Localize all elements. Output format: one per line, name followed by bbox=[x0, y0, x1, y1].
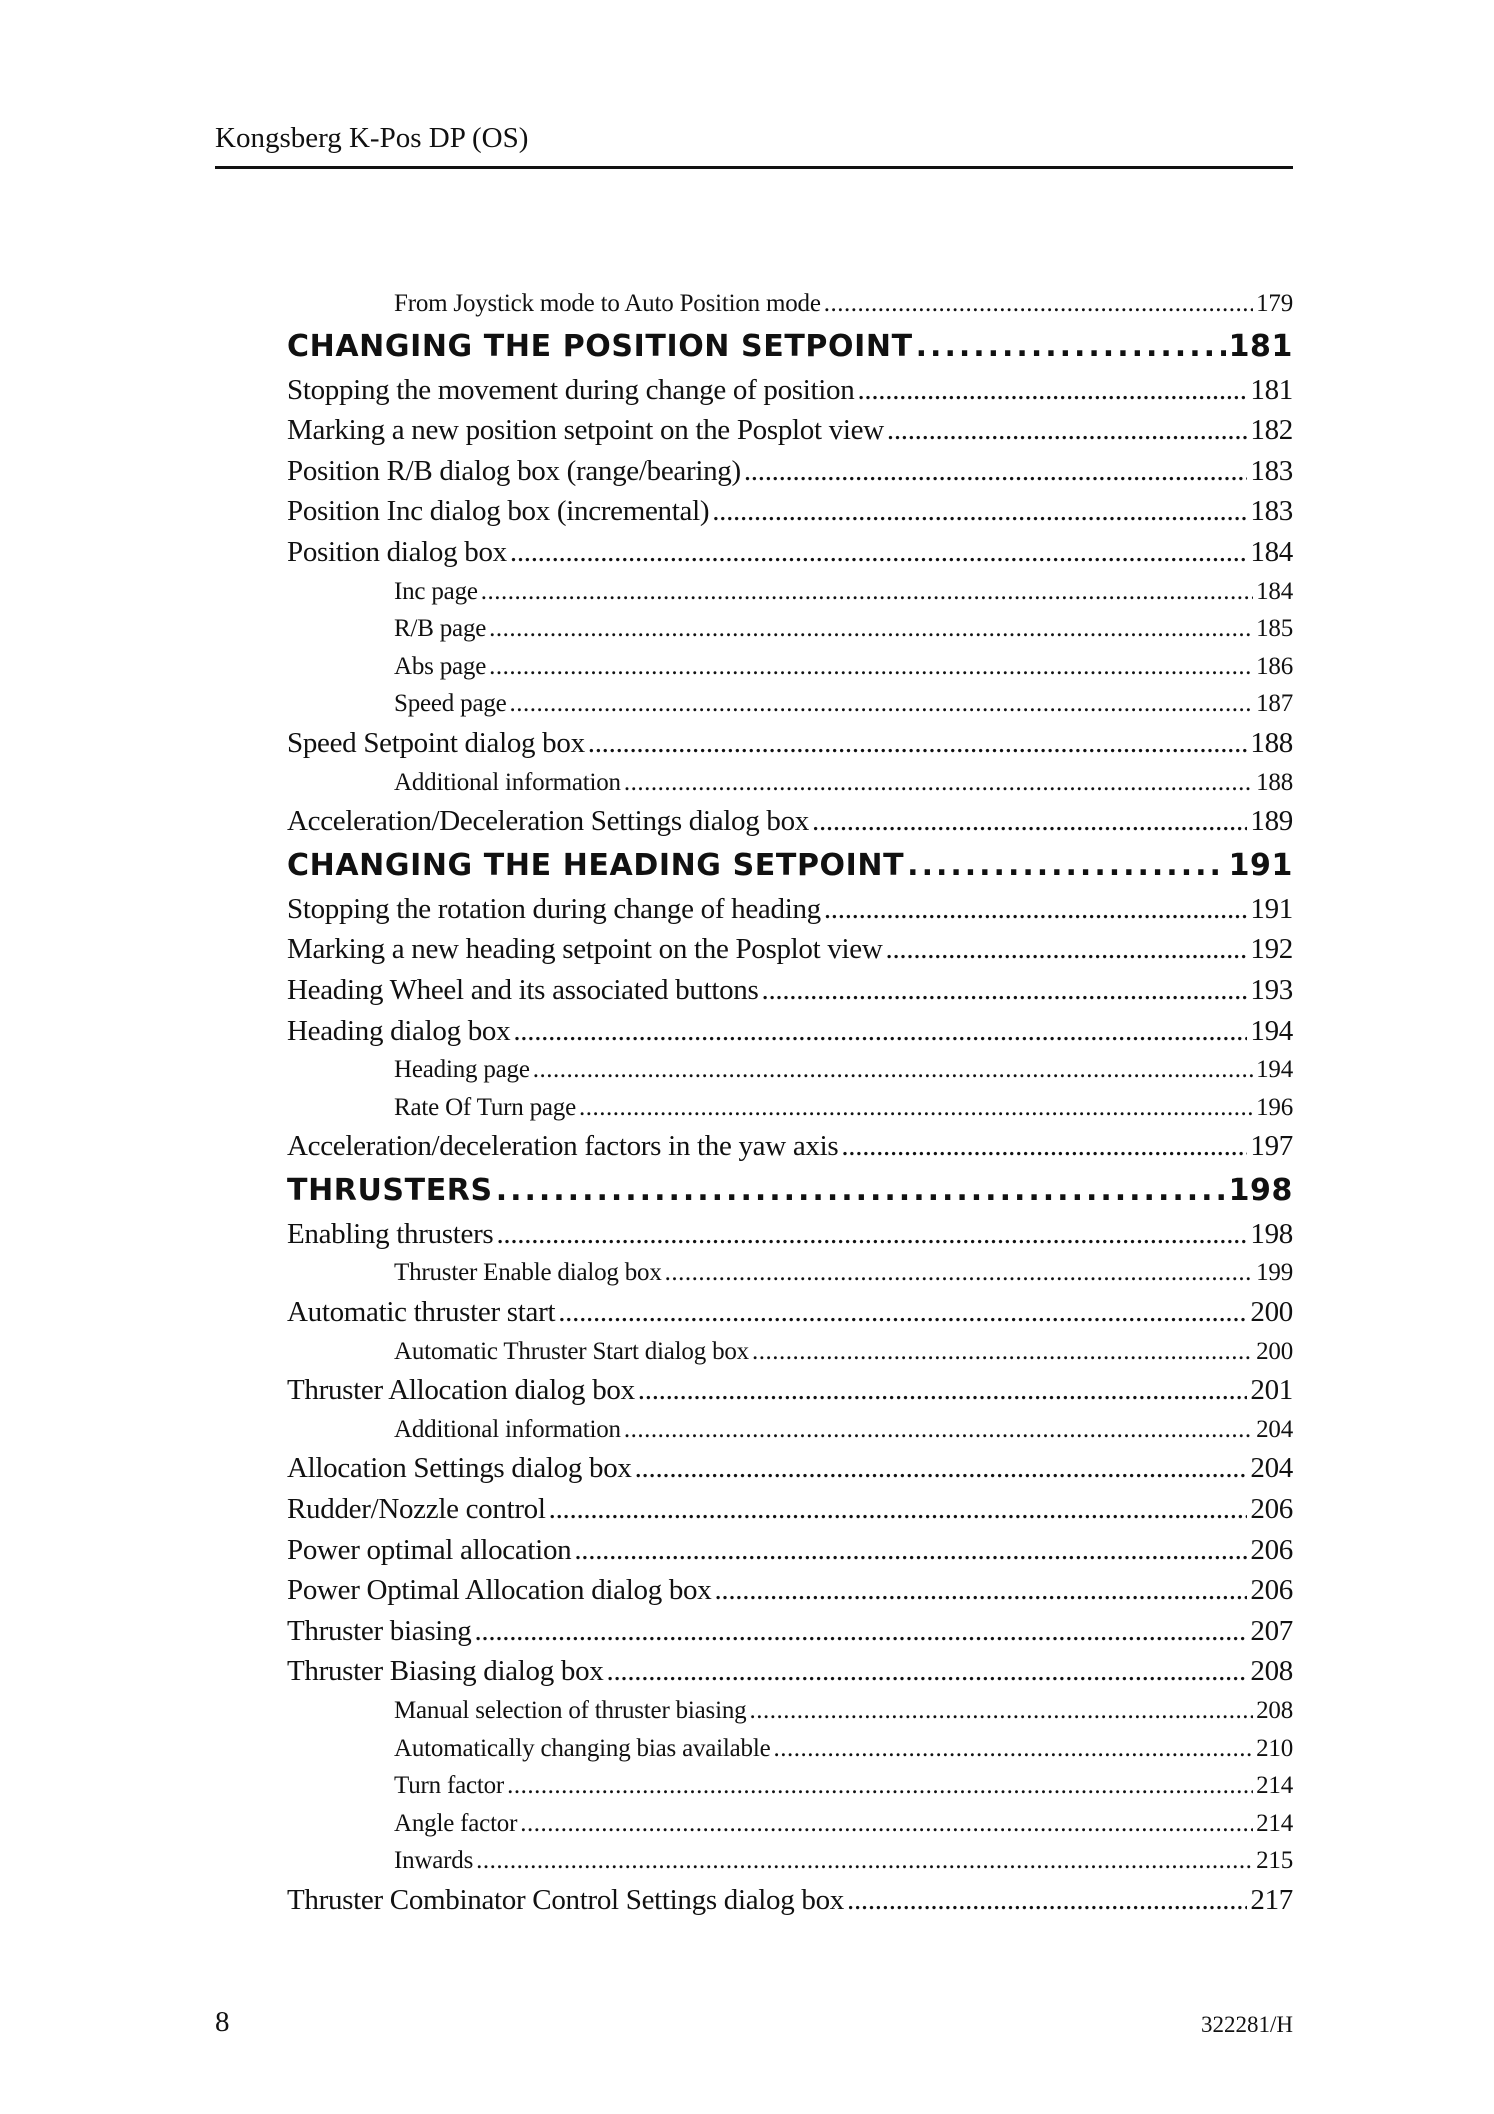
toc-chapter-entry[interactable] bbox=[287, 1167, 1293, 1214]
toc-entry-page: 184 bbox=[1256, 577, 1293, 605]
toc-entry-label: Marking a new heading setpoint on the Posplot view bbox=[287, 933, 883, 966]
toc-subsection-entry[interactable] bbox=[287, 1805, 1293, 1843]
toc-entry-page: 196 bbox=[1256, 1093, 1293, 1121]
toc-section-entry[interactable] bbox=[287, 1214, 1293, 1255]
toc-dot-leader bbox=[489, 610, 1253, 648]
toc-dot-leader bbox=[886, 929, 1248, 970]
toc-entry-label: Power Optimal Allocation dialog box bbox=[287, 1574, 712, 1607]
toc-entry-label: Heading page bbox=[394, 1056, 530, 1084]
toc-entry-label: Inc page bbox=[394, 577, 478, 605]
toc-entry-page: 199 bbox=[1256, 1259, 1293, 1287]
toc-entry-page: 191 bbox=[1228, 847, 1293, 883]
toc-entry-page: 182 bbox=[1250, 414, 1293, 447]
page-number: 8 bbox=[215, 2006, 230, 2038]
toc-entry-label: Rate Of Turn page bbox=[394, 1093, 577, 1121]
toc-entry-label: Acceleration/deceleration factors in the yaw axis bbox=[287, 1130, 839, 1163]
toc-entry-page: 214 bbox=[1256, 1809, 1293, 1837]
toc-entry-label: Angle factor bbox=[394, 1809, 518, 1837]
toc-dot-leader bbox=[762, 970, 1248, 1011]
toc-entry-page: 214 bbox=[1256, 1772, 1293, 1800]
toc-entry-page: 181 bbox=[1228, 328, 1293, 364]
toc-dot-leader bbox=[507, 1767, 1253, 1805]
toc-entry-page: 204 bbox=[1256, 1415, 1293, 1443]
toc-entry-label: Position R/B dialog box (range/bearing) bbox=[287, 454, 741, 487]
toc-entry-label: Abs page bbox=[394, 652, 487, 680]
toc-entry-label: Additional information bbox=[394, 768, 621, 796]
toc-dot-leader bbox=[752, 1333, 1253, 1371]
toc-entry-label: Position dialog box bbox=[287, 535, 507, 568]
toc-entry-label: Thruster Enable dialog box bbox=[394, 1259, 662, 1287]
toc-entry-page: 193 bbox=[1250, 973, 1293, 1006]
toc-dot-leader bbox=[513, 1011, 1247, 1052]
toc-entry-label: Position Inc dialog box (incremental) bbox=[287, 495, 710, 528]
toc-dot-leader bbox=[712, 491, 1247, 532]
toc-dot-leader bbox=[887, 410, 1248, 451]
toc-section-entry[interactable] bbox=[287, 723, 1293, 764]
toc-dot-leader bbox=[749, 1692, 1253, 1730]
toc-dot-leader bbox=[812, 801, 1247, 842]
toc-entry-label: Heading Wheel and its associated buttons bbox=[287, 973, 759, 1006]
toc-dot-leader bbox=[579, 1089, 1253, 1127]
toc-dot-leader bbox=[624, 764, 1253, 802]
toc-chapter-entry[interactable] bbox=[287, 323, 1293, 370]
toc-entry-label: CHANGING THE POSITION SETPOINT bbox=[287, 328, 913, 364]
toc-entry-label: Manual selection of thruster biasing bbox=[394, 1697, 747, 1724]
toc-section-entry[interactable] bbox=[287, 1489, 1293, 1530]
toc-entry-label: Allocation Settings dialog box bbox=[287, 1452, 632, 1485]
toc-section-entry[interactable] bbox=[287, 1448, 1293, 1489]
toc-entry-page: 192 bbox=[1250, 933, 1293, 966]
toc-entry-label: Turn factor bbox=[394, 1772, 505, 1800]
toc-entry-label: Heading dialog box bbox=[287, 1014, 511, 1047]
toc-dot-leader bbox=[574, 1530, 1247, 1571]
toc-entry-page: 183 bbox=[1250, 495, 1293, 528]
toc-dot-leader bbox=[744, 451, 1248, 492]
toc-section-entry[interactable] bbox=[287, 1530, 1293, 1571]
toc-subsection-entry[interactable] bbox=[287, 764, 1293, 802]
toc-section-entry[interactable] bbox=[287, 1880, 1293, 1921]
toc-dot-leader bbox=[824, 889, 1248, 930]
toc-dot-leader bbox=[635, 1448, 1248, 1489]
toc-section-entry[interactable] bbox=[287, 410, 1293, 451]
toc-entry-label: Rudder/Nozzle control bbox=[287, 1493, 546, 1526]
toc-entry-page: 206 bbox=[1250, 1574, 1293, 1607]
toc-subsection-entry[interactable] bbox=[287, 573, 1293, 611]
toc-entry-page: 194 bbox=[1250, 1014, 1293, 1047]
toc-entry-page: 198 bbox=[1250, 1217, 1293, 1250]
toc-entry-page: 217 bbox=[1250, 1883, 1293, 1916]
toc-subsection-entry[interactable] bbox=[287, 1089, 1293, 1127]
toc-section-entry[interactable] bbox=[287, 1292, 1293, 1333]
toc-entry-label: Thruster Allocation dialog box bbox=[287, 1374, 635, 1407]
toc-dot-leader bbox=[638, 1370, 1248, 1411]
toc-entry-label: Automatic thruster start bbox=[287, 1296, 556, 1329]
toc-section-entry[interactable] bbox=[287, 1126, 1293, 1167]
toc-section-entry[interactable] bbox=[287, 1370, 1293, 1411]
toc-entry-label: Acceleration/Deceleration Settings dialog box bbox=[287, 805, 810, 838]
toc-entry-label: Power optimal allocation bbox=[287, 1533, 572, 1566]
toc-entry-label: Thruster Combinator Control Settings dialog box bbox=[287, 1883, 844, 1916]
toc-entry-page: 187 bbox=[1256, 690, 1293, 718]
toc-section-entry[interactable] bbox=[287, 970, 1293, 1011]
toc-dot-leader bbox=[549, 1489, 1248, 1530]
toc-entry-page: 207 bbox=[1250, 1614, 1293, 1647]
toc-section-entry[interactable] bbox=[287, 1611, 1293, 1652]
toc-entry-page: 189 bbox=[1250, 805, 1293, 838]
running-header-title: Kongsberg K-Pos DP (OS) bbox=[215, 122, 529, 154]
toc-section-entry[interactable] bbox=[287, 889, 1293, 930]
toc-entry-label: R/B page bbox=[394, 615, 487, 643]
document-id: 322281/H bbox=[1201, 2012, 1293, 2037]
toc-entry-label: Speed Setpoint dialog box bbox=[287, 726, 585, 759]
toc-entry-page: 186 bbox=[1256, 652, 1293, 680]
toc-entry-label: From Joystick mode to Auto Position mode bbox=[394, 290, 821, 317]
toc-dot-leader bbox=[607, 1651, 1248, 1692]
toc-entry-label: Stopping the rotation during change of heading bbox=[287, 892, 821, 925]
toc-dot-leader bbox=[520, 1805, 1253, 1843]
toc-entry-page: 184 bbox=[1250, 535, 1293, 568]
toc-subsection-entry[interactable] bbox=[287, 1692, 1293, 1730]
toc-entry-page: 208 bbox=[1250, 1655, 1293, 1688]
toc-section-entry[interactable] bbox=[287, 1570, 1293, 1611]
toc-entry-label: Enabling thrusters bbox=[287, 1217, 494, 1250]
toc-entry-label: Automatically changing bias available bbox=[394, 1734, 771, 1762]
toc-dot-leader bbox=[847, 1880, 1247, 1921]
toc-entry-label: THRUSTERS bbox=[287, 1172, 493, 1208]
toc-dot-leader bbox=[558, 1292, 1247, 1333]
toc-entry-page: 210 bbox=[1256, 1734, 1293, 1762]
toc-dot-leader bbox=[714, 1570, 1247, 1611]
toc-subsection-entry[interactable] bbox=[287, 1767, 1293, 1805]
toc-dot-leader bbox=[824, 285, 1253, 323]
toc-entry-page: 198 bbox=[1228, 1172, 1293, 1208]
toc-chapter-entry[interactable] bbox=[287, 842, 1293, 889]
toc-entry-page: 179 bbox=[1256, 290, 1293, 317]
toc-subsection-entry[interactable] bbox=[287, 648, 1293, 686]
toc-section-entry[interactable] bbox=[287, 801, 1293, 842]
toc-section-entry[interactable] bbox=[287, 929, 1293, 970]
toc-entry-page: 206 bbox=[1250, 1533, 1293, 1566]
toc-dot-leader bbox=[489, 648, 1253, 686]
toc-dot-leader bbox=[841, 1126, 1247, 1167]
toc-entry-page: 183 bbox=[1250, 454, 1293, 487]
toc-section-entry[interactable] bbox=[287, 370, 1293, 411]
toc-subsection-entry[interactable] bbox=[287, 1411, 1293, 1449]
toc-entry-page: 215 bbox=[1256, 1847, 1293, 1875]
toc-entry-label: Marking a new position setpoint on the Posplot view bbox=[287, 414, 884, 447]
toc-entry-page: 191 bbox=[1250, 892, 1293, 925]
toc-dot-leader bbox=[907, 842, 1225, 889]
toc-entry-label: Inwards bbox=[394, 1847, 474, 1875]
toc-entry-page: 197 bbox=[1250, 1130, 1293, 1163]
toc-entry-label: Automatic Thruster Start dialog box bbox=[394, 1337, 749, 1365]
toc-section-entry[interactable] bbox=[287, 491, 1293, 532]
toc-subsection-entry[interactable] bbox=[287, 1333, 1293, 1371]
toc-entry-label: Thruster biasing bbox=[287, 1614, 472, 1647]
toc-dot-leader bbox=[665, 1254, 1253, 1292]
toc-subsection-entry[interactable] bbox=[287, 1254, 1293, 1292]
toc-entry-page: 200 bbox=[1256, 1337, 1293, 1365]
toc-dot-leader bbox=[510, 532, 1248, 573]
toc-section-entry[interactable] bbox=[287, 1651, 1293, 1692]
toc-dot-leader bbox=[481, 573, 1253, 611]
toc-dot-leader bbox=[476, 1842, 1253, 1880]
toc-entry-label: CHANGING THE HEADING SETPOINT bbox=[287, 847, 905, 883]
toc-entry-page: 208 bbox=[1256, 1697, 1293, 1724]
toc-subsection-entry[interactable] bbox=[287, 1051, 1293, 1089]
toc-dot-leader bbox=[588, 723, 1248, 764]
toc-subsection-entry[interactable] bbox=[287, 610, 1293, 648]
table-of-contents bbox=[287, 285, 1293, 1921]
toc-section-entry[interactable] bbox=[287, 1011, 1293, 1052]
toc-section-entry[interactable] bbox=[287, 451, 1293, 492]
toc-dot-leader bbox=[774, 1730, 1254, 1768]
toc-entry-page: 181 bbox=[1250, 373, 1293, 406]
toc-dot-leader bbox=[474, 1611, 1247, 1652]
toc-entry-label: Stopping the movement during change of position bbox=[287, 373, 855, 406]
toc-subsection-entry[interactable] bbox=[287, 1730, 1293, 1768]
toc-entry-label: Additional information bbox=[394, 1415, 621, 1443]
toc-entry-page: 204 bbox=[1250, 1452, 1293, 1485]
toc-entry-label: Thruster Biasing dialog box bbox=[287, 1655, 604, 1688]
toc-subsection-entry[interactable] bbox=[287, 1842, 1293, 1880]
toc-dot-leader bbox=[857, 370, 1247, 411]
toc-section-entry[interactable] bbox=[287, 532, 1293, 573]
toc-dot-leader bbox=[533, 1051, 1253, 1089]
toc-dot-leader bbox=[916, 323, 1226, 370]
toc-entry-page: 200 bbox=[1250, 1296, 1293, 1329]
toc-entry-page: 201 bbox=[1250, 1374, 1293, 1407]
toc-dot-leader bbox=[496, 1214, 1247, 1255]
toc-subsection-entry[interactable] bbox=[287, 285, 1293, 323]
toc-dot-leader bbox=[510, 685, 1254, 723]
toc-subsection-entry[interactable] bbox=[287, 685, 1293, 723]
toc-entry-page: 206 bbox=[1250, 1493, 1293, 1526]
toc-entry-page: 188 bbox=[1256, 768, 1293, 796]
toc-dot-leader bbox=[496, 1167, 1226, 1214]
toc-entry-page: 185 bbox=[1256, 615, 1293, 643]
header-rule bbox=[215, 166, 1293, 169]
toc-entry-page: 188 bbox=[1250, 726, 1293, 759]
toc-entry-label: Speed page bbox=[394, 690, 507, 718]
toc-entry-page: 194 bbox=[1256, 1056, 1293, 1084]
toc-dot-leader bbox=[624, 1411, 1253, 1449]
